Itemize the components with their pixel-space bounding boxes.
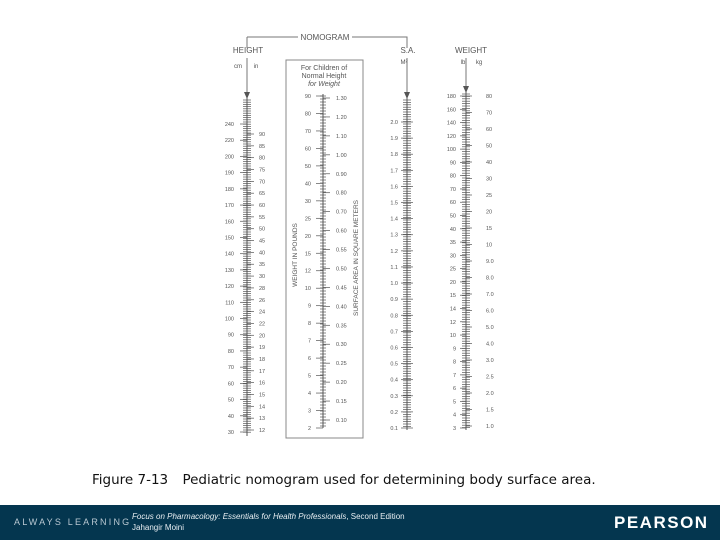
height-in-label: 14 xyxy=(259,404,266,411)
weight-lb-label: 35 xyxy=(449,240,456,247)
nomogram-header xyxy=(247,37,466,92)
book-author: Jahangir Moini xyxy=(132,523,185,532)
weight-lb-label: 50 xyxy=(449,213,456,220)
weight-kg-label: 10 xyxy=(486,242,493,249)
height-cm-label: 80 xyxy=(227,348,234,355)
box-lb-label: 90 xyxy=(304,94,311,100)
box-m2-label: 0.10 xyxy=(336,418,347,424)
weight-lb-label: 120 xyxy=(446,133,456,140)
height-in-label: 90 xyxy=(259,132,266,138)
sa-value-label: 0.4 xyxy=(390,377,398,384)
height-in-label: 55 xyxy=(259,214,266,221)
weight-lb-label: 10 xyxy=(449,333,456,340)
box-lb-label: 20 xyxy=(304,233,311,240)
height-in-label: 35 xyxy=(259,262,266,269)
box-lb-label: 4 xyxy=(307,391,311,398)
box-m2-label: 1.20 xyxy=(336,114,347,121)
weight-kg-label: 20 xyxy=(486,209,493,216)
weight-lb-label: 3 xyxy=(452,426,456,432)
weight-axis-label: WEIGHT xyxy=(455,46,487,55)
footer-bar xyxy=(0,505,720,540)
sa-value-label: 1.1 xyxy=(390,264,398,271)
sa-value-label: 1.3 xyxy=(390,232,398,239)
weight-kg-label: 50 xyxy=(486,143,493,150)
sa-value-label: 1.4 xyxy=(390,216,398,223)
height-in-label: 80 xyxy=(259,155,266,162)
height-in-label: 30 xyxy=(259,274,266,281)
weight-lb-label: 5 xyxy=(452,399,456,406)
height-in-label: 16 xyxy=(259,380,266,387)
box-lb-label: 30 xyxy=(304,198,311,205)
weight-kg-label: 2.0 xyxy=(486,391,494,397)
height-in-label: 50 xyxy=(259,226,266,233)
box-m2-label: 0.40 xyxy=(336,304,347,311)
height-in-label: 22 xyxy=(259,321,266,328)
sa-value-label: 0.3 xyxy=(390,393,398,400)
sa-value-label: 0.6 xyxy=(390,345,398,352)
height-unit-cm: cm xyxy=(234,64,242,70)
weight-lb-label: 7 xyxy=(452,372,456,379)
weight-lb-label: 14 xyxy=(449,306,456,313)
height-in-label: 85 xyxy=(259,143,266,150)
box-m2-label: 1.30 xyxy=(336,96,347,102)
box-label-line-1: For Children of xyxy=(300,65,348,72)
height-cm-label: 120 xyxy=(224,284,234,291)
weight-lb-label: 160 xyxy=(446,107,456,114)
box-lb-label: 3 xyxy=(307,408,311,415)
sa-value-label: 1.9 xyxy=(390,136,398,143)
box-lb-label: 40 xyxy=(304,181,311,188)
height-in-label: 65 xyxy=(259,191,266,198)
box-m2-label: 0.55 xyxy=(336,247,347,254)
height-in-label: 40 xyxy=(259,250,266,257)
weight-lb-label: 90 xyxy=(449,160,456,167)
sa-value-label: 0.7 xyxy=(390,329,398,336)
height-in-label: 26 xyxy=(259,297,266,304)
weight-lb-label: 25 xyxy=(449,266,456,273)
height-cm-label: 100 xyxy=(224,316,234,323)
book-title: Focus on Pharmacology: Essentials for Health Professionals xyxy=(132,512,347,521)
height-in-label: 75 xyxy=(259,167,266,174)
box-m2-label: 0.50 xyxy=(336,266,347,273)
box-m2-label: 0.60 xyxy=(336,228,347,235)
weight-lb-label: 100 xyxy=(446,147,456,154)
height-in-label: 20 xyxy=(259,333,266,340)
box-m2-label: 0.15 xyxy=(336,399,347,406)
weight-kg-label: 70 xyxy=(486,110,493,117)
sa-value-label: 2.0 xyxy=(390,120,398,126)
sa-arrow-icon xyxy=(404,92,410,99)
box-lb-label: 60 xyxy=(304,146,311,153)
weight-kg-label: 4.0 xyxy=(486,341,494,348)
weight-kg-label: 7.0 xyxy=(486,292,494,298)
box-lb-label: 50 xyxy=(304,163,311,170)
caption-text: Pediatric nomogram used for determining body surface area. xyxy=(182,472,596,488)
height-cm-label: 130 xyxy=(224,267,234,274)
weight-lb-label: 70 xyxy=(449,186,456,193)
height-in-label: 19 xyxy=(259,345,266,352)
height-in-label: 15 xyxy=(259,392,266,399)
sa-value-label: 1.7 xyxy=(390,168,398,175)
weight-unit-kg: kg xyxy=(475,60,483,66)
box-lb-label: 15 xyxy=(304,251,311,258)
sa-value-label: 0.1 xyxy=(390,426,398,432)
box-label-line-3: for Weight xyxy=(308,81,340,88)
box-label-line-2: Normal Height xyxy=(301,73,347,80)
nomogram-title: NOMOGRAM xyxy=(300,33,350,42)
weight-in-pounds-label: WEIGHT IN POUNDS xyxy=(292,223,299,287)
weight-kg-label: 3.0 xyxy=(486,358,494,364)
height-cm-label: 110 xyxy=(225,300,234,307)
sa-value-label: 1.8 xyxy=(390,152,398,159)
weight-kg-label: 25 xyxy=(486,193,493,199)
box-m2-label: 0.70 xyxy=(336,209,347,216)
height-cm-label: 220 xyxy=(224,138,234,145)
height-cm-label: 180 xyxy=(224,186,234,193)
height-in-label: 24 xyxy=(259,309,266,316)
height-cm-label: 170 xyxy=(224,203,234,210)
height-unit-in: in xyxy=(253,64,259,70)
height-cm-label: 40 xyxy=(227,413,234,420)
weight-lb-label: 180 xyxy=(446,94,456,100)
weight-kg-label: 15 xyxy=(486,226,493,232)
box-m2-label: 0.45 xyxy=(336,285,347,292)
height-in-label: 28 xyxy=(259,285,266,292)
sa-unit: M² xyxy=(400,60,408,66)
weight-kg-label: 2.5 xyxy=(486,374,494,381)
weight-kg-label: 30 xyxy=(486,176,493,183)
weight-kg-label: 1.0 xyxy=(486,424,494,430)
weight-arrow-icon xyxy=(463,86,469,93)
box-lb-label: 9 xyxy=(307,303,311,310)
sa-value-label: 1.6 xyxy=(390,184,398,191)
weight-unit-lb: lb xyxy=(460,60,466,66)
box-lb-label: 2 xyxy=(307,426,311,432)
box-lb-label: 25 xyxy=(304,216,311,223)
surface-area-label: SURFACE AREA IN SQUARE METERS xyxy=(353,200,360,316)
height-cm-label: 160 xyxy=(224,219,234,226)
sa-value-label: 1.5 xyxy=(390,200,398,207)
sa-value-label: 0.2 xyxy=(390,409,398,416)
book-citation xyxy=(132,511,405,533)
sa-value-label: 0.5 xyxy=(390,361,398,368)
box-lb-label: 80 xyxy=(304,111,311,118)
sa-axis-label: S.A. xyxy=(400,46,416,55)
height-in-label: 60 xyxy=(259,203,266,210)
height-in-label: 13 xyxy=(259,416,266,423)
height-in-label: 70 xyxy=(259,179,266,186)
book-edition: , Second Edition xyxy=(346,512,405,521)
figure-label: Figure 7-13 xyxy=(92,472,169,488)
weight-lb-label: 15 xyxy=(449,293,456,300)
weight-kg-label: 40 xyxy=(486,160,493,166)
sa-value-label: 1.0 xyxy=(390,281,398,288)
weight-lb-label: 12 xyxy=(449,319,456,326)
box-lb-label: 7 xyxy=(307,338,311,345)
box-lb-label: 12 xyxy=(304,268,311,275)
box-m2-label: 0.80 xyxy=(336,190,347,197)
weight-lb-label: 140 xyxy=(446,120,456,127)
weight-kg-label: 5.0 xyxy=(486,325,494,331)
pearson-logo: PEARSON xyxy=(614,513,709,532)
weight-lb-label: 40 xyxy=(449,226,456,233)
box-m2-label: 0.20 xyxy=(336,380,347,387)
height-in-label: 45 xyxy=(259,238,266,245)
weight-lb-label: 9 xyxy=(452,346,456,353)
box-m2-label: 0.25 xyxy=(336,361,347,368)
weight-kg-label: 9.0 xyxy=(486,259,494,265)
figure-caption xyxy=(92,472,596,488)
always-learning-tagline: ALWAYS LEARNING xyxy=(14,517,132,527)
weight-lb-label: 6 xyxy=(452,386,456,393)
weight-kg-label: 80 xyxy=(486,94,493,100)
weight-lb-label: 8 xyxy=(452,359,456,366)
box-m2-label: 1.00 xyxy=(336,152,347,159)
sa-value-label: 1.2 xyxy=(390,248,398,255)
box-m2-label: 0.35 xyxy=(336,323,347,330)
height-cm-label: 190 xyxy=(224,170,234,177)
box-lb-label: 5 xyxy=(307,373,311,380)
sa-value-label: 0.9 xyxy=(390,297,398,304)
height-in-label: 17 xyxy=(259,368,266,375)
weight-lb-label: 60 xyxy=(449,200,456,207)
height-cm-label: 150 xyxy=(224,235,234,242)
height-cm-label: 90 xyxy=(227,332,234,339)
height-in-label: 18 xyxy=(259,356,266,363)
height-cm-label: 140 xyxy=(224,251,234,258)
height-cm-label: 50 xyxy=(227,397,234,404)
box-m2-label: 0.30 xyxy=(336,342,347,349)
weight-kg-label: 1.5 xyxy=(486,407,494,414)
box-m2-label: 0.90 xyxy=(336,171,347,178)
height-cm-label: 60 xyxy=(227,381,234,388)
box-m2-label: 1.10 xyxy=(336,133,347,140)
box-lb-label: 6 xyxy=(307,356,311,363)
height-cm-label: 240 xyxy=(224,122,234,128)
weight-kg-label: 8.0 xyxy=(486,275,494,282)
height-cm-label: 70 xyxy=(227,365,234,372)
box-lb-label: 8 xyxy=(307,321,311,328)
sa-value-label: 0.8 xyxy=(390,313,398,320)
height-in-label: 12 xyxy=(259,428,266,434)
weight-kg-label: 60 xyxy=(486,127,493,133)
box-lb-label: 70 xyxy=(304,128,311,135)
height-axis-label: HEIGHT xyxy=(232,46,264,55)
height-arrow-icon xyxy=(244,92,250,99)
box-lb-label: 10 xyxy=(304,286,311,293)
height-cm-label: 200 xyxy=(224,154,234,161)
weight-kg-label: 6.0 xyxy=(486,308,494,315)
weight-lb-label: 20 xyxy=(449,279,456,286)
weight-lb-label: 80 xyxy=(449,173,456,180)
height-cm-label: 30 xyxy=(227,430,234,436)
weight-lb-label: 30 xyxy=(449,253,456,260)
weight-lb-label: 4 xyxy=(452,412,456,419)
